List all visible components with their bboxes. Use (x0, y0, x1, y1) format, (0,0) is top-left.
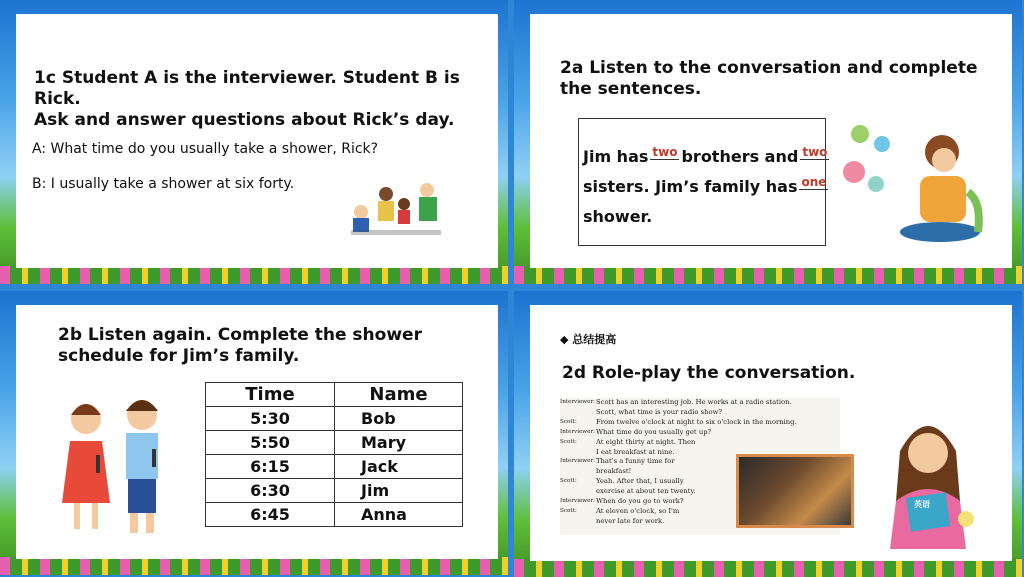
name-cell: Mary (335, 431, 463, 455)
answer-blank: two (802, 145, 828, 159)
speaker-label (560, 408, 596, 418)
speaker-label: Scott: (560, 478, 577, 485)
speaker-label (560, 467, 596, 477)
textbook-dialogue (560, 398, 840, 535)
flower-border (0, 557, 508, 575)
column-header-time: Time (206, 383, 335, 407)
slide-title: 2d Role-play the conversation. (562, 363, 856, 383)
dialogue-line-a: A: What time do you usually take a shower, Rick? (32, 141, 379, 157)
slide-card (530, 14, 1012, 268)
time-cell: 5:50 (206, 431, 335, 455)
flower-border (514, 266, 1022, 284)
dialogue-text: At eight thirty at night. Then (596, 437, 696, 446)
dialogue-text: Scott has an interesting job. He works at a radio station. (596, 398, 792, 406)
table-header-row (206, 383, 463, 407)
girl-with-book-illustration (878, 411, 978, 549)
column-header-name: Name (335, 383, 463, 407)
speaker-label (560, 487, 596, 497)
flower-border (0, 266, 508, 284)
answer-blank: one (801, 175, 827, 189)
speaker-label: Interviewer: (560, 458, 595, 465)
slide-title: 1c Student A is the interviewer. Student B is Rick. Ask and answer questions about Rick’s day. (34, 68, 460, 130)
dialogue-line-b: B: I usually take a shower at six forty. (32, 176, 295, 192)
boy-with-letters-illustration (840, 122, 990, 252)
dialogue-text: That's a funny time for (596, 457, 675, 466)
slide-2b[interactable] (0, 291, 508, 575)
time-cell: 6:15 (206, 455, 335, 479)
dialogue-text: Scott, what time is your radio show? (596, 407, 723, 416)
answer-box (578, 118, 826, 246)
dialogue-text: I eat breakfast at nine. (596, 447, 675, 456)
table-row (206, 503, 463, 527)
flower-border (514, 559, 1022, 577)
dialogue-text: never late for work. (596, 516, 665, 525)
speaker-label: Interviewer: (560, 428, 595, 435)
answer-blank: two (652, 145, 678, 159)
speaker-label: Scott: (560, 418, 577, 425)
speaker-label: Scott: (560, 507, 577, 514)
time-cell: 6:45 (206, 503, 335, 527)
slide-title: 2b Listen again. Complete the shower schedule for Jim’s family. (58, 325, 422, 366)
time-cell: 6:30 (206, 479, 335, 503)
speaker-label (560, 448, 596, 458)
speaker-label (560, 517, 596, 527)
dialogue-text: What time do you usually get up? (596, 427, 712, 436)
slide-2a[interactable] (514, 0, 1022, 284)
dialogue-text: From twelve o'clock at night to six o'clock in the morning. (596, 417, 797, 426)
slide-card (530, 305, 1012, 561)
name-cell: Anna (335, 503, 463, 527)
table-row (206, 479, 463, 503)
name-cell: Jack (335, 455, 463, 479)
family-illustration (341, 174, 453, 240)
children-with-microphones-illustration (56, 393, 171, 539)
speaker-label: Interviewer: (560, 498, 595, 505)
table-row (206, 431, 463, 455)
sentence-line-1: Jim has two brothers and two (583, 145, 828, 166)
name-cell: Bob (335, 407, 463, 431)
slide-1c[interactable] (0, 0, 508, 284)
dialogue-text: breakfast! (596, 467, 632, 476)
sentence-line-3: shower. (583, 207, 653, 226)
shower-schedule-table (205, 382, 463, 527)
slide-title: 2a Listen to the conversation and complete the sentences. (560, 58, 978, 99)
table-row (206, 407, 463, 431)
time-cell: 5:30 (206, 407, 335, 431)
slide-card (16, 14, 498, 268)
radio-studio-photo (736, 454, 854, 528)
speaker-label: Scott: (560, 438, 577, 445)
dialogue-text: When do you go to work? (596, 497, 684, 506)
name-cell: Jim (335, 479, 463, 503)
speaker-label: Interviewer: (560, 399, 595, 405)
dialogue-text: exercise at about ten twenty. (596, 487, 696, 496)
dialogue-text: Yeah. After that, I usually (596, 477, 684, 486)
table-row (206, 455, 463, 479)
sentence-line-2: sisters. Jim’s family has one (583, 175, 827, 196)
slide-2d[interactable] (514, 291, 1022, 577)
dialogue-text: At eleven o'clock, so I'm (596, 506, 680, 515)
book-label: 英语 (914, 500, 930, 509)
section-tag: ◆ 总结提高 (560, 333, 617, 346)
